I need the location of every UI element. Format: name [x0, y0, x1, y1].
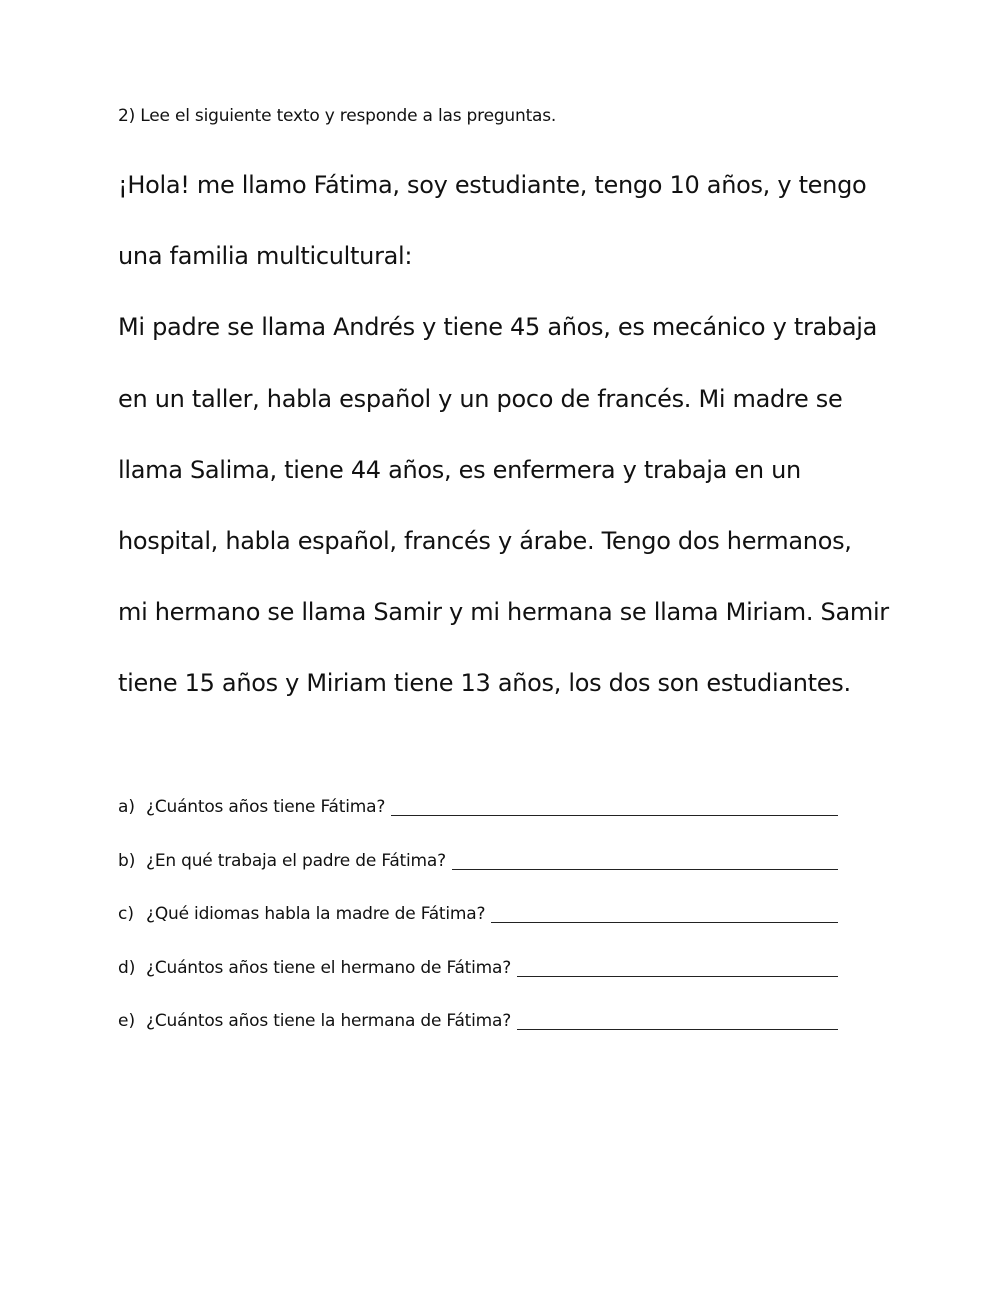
answer-field-c[interactable]	[491, 902, 838, 923]
question-letter: e)	[118, 1011, 136, 1031]
question-d	[118, 953, 838, 1007]
answer-field-b[interactable]	[452, 849, 838, 870]
question-list	[118, 792, 838, 1060]
exercise-instruction: 2) Lee el siguiente texto y responde a las preguntas.	[118, 106, 557, 126]
passage-line: llama Salima, tiene 44 años, es enfermera y trabaja en un	[118, 455, 801, 484]
question-text: ¿Cuántos años tiene la hermana de Fátima?	[146, 1011, 512, 1031]
answer-field-e[interactable]	[517, 1009, 838, 1030]
question-text: ¿Qué idiomas habla la madre de Fátima?	[146, 904, 486, 924]
question-text: ¿Cuántos años tiene el hermano de Fátima?	[146, 957, 512, 978]
passage-line: ¡Hola! me llamo Fátima, soy estudiante, tengo 10 años, y tengo	[118, 171, 867, 199]
passage-line: tiene 15 años y Miriam tiene 13 años, los dos son estudiantes.	[118, 669, 851, 698]
question-c	[118, 899, 838, 953]
passage-line: hospital, habla español, francés y árabe. Tengo dos hermanos,	[118, 526, 852, 555]
reading-passage	[118, 150, 938, 720]
question-letter: c)	[118, 904, 134, 924]
answer-field-d[interactable]	[517, 956, 838, 977]
question-letter: b)	[118, 850, 136, 871]
question-letter: d)	[118, 957, 136, 978]
question-text: ¿En qué trabaja el padre de Fátima?	[146, 850, 446, 871]
question-b	[118, 846, 838, 900]
passage-line: Mi padre se llama Andrés y tiene 45 años, es mecánico y trabaja	[118, 313, 878, 342]
passage-line: mi hermano se llama Samir y mi hermana se llama Miriam. Samir	[118, 598, 889, 627]
question-text: ¿Cuántos años tiene Fátima?	[146, 797, 386, 817]
answer-field-a[interactable]	[391, 795, 838, 816]
question-a	[118, 792, 838, 846]
passage-line: en un taller, habla español y un poco de francés. Mi madre se	[118, 384, 843, 413]
question-letter: a)	[118, 797, 136, 817]
passage-line: una familia multicultural:	[118, 242, 413, 271]
question-e	[118, 1006, 838, 1060]
